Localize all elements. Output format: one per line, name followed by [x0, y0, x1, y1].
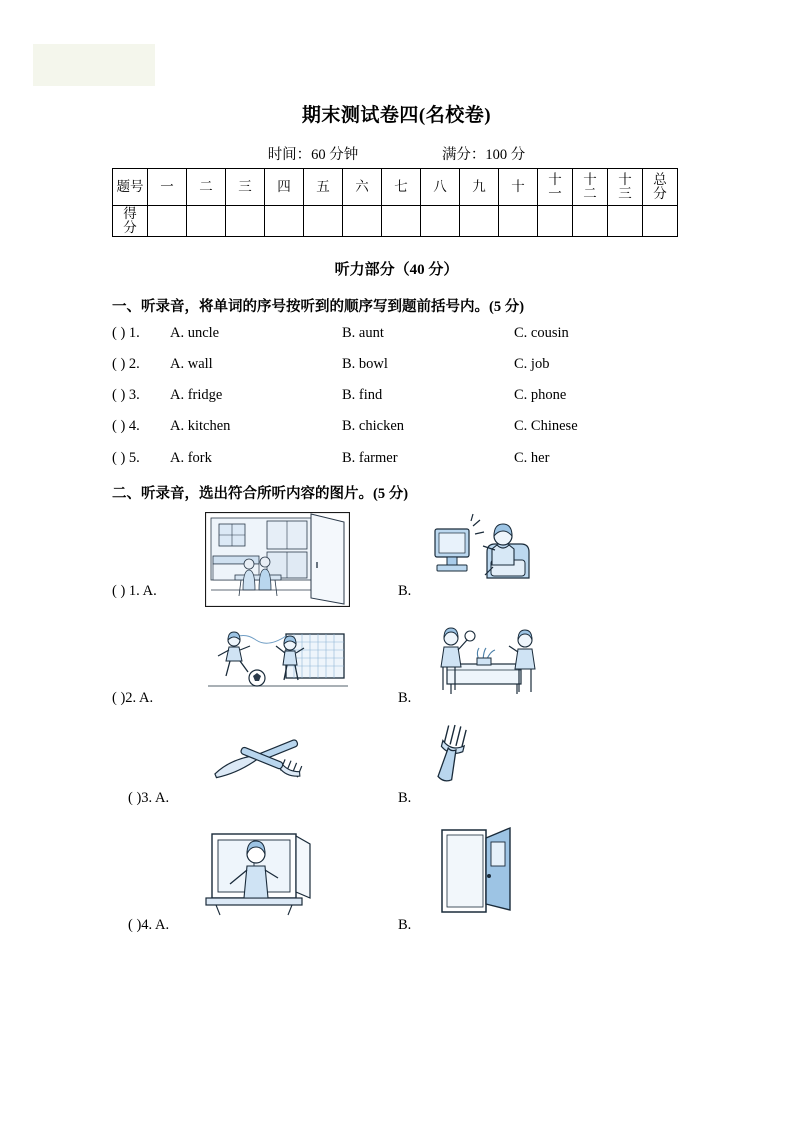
q1-item-5-blank[interactable]: ( ) 5.	[112, 450, 140, 466]
col-4: 四	[265, 169, 304, 206]
q1-item-4-option-b[interactable]: B. chicken	[342, 418, 405, 434]
q1-item-3	[112, 387, 712, 404]
q1-item-3-option-c[interactable]: C. phone	[514, 387, 567, 403]
row-label-question-number: 题号	[113, 169, 148, 206]
score-cell-total[interactable]	[643, 206, 678, 237]
score-cell-12[interactable]	[573, 206, 608, 237]
col-total: 总 分	[643, 169, 678, 206]
corner-watermark	[33, 44, 155, 86]
q2-item-4-b-label[interactable]: B.	[398, 917, 412, 933]
col-8: 八	[421, 169, 460, 206]
exam-meta	[0, 143, 793, 164]
q1-item-1-option-b[interactable]: B. aunt	[342, 325, 384, 341]
table-row-header	[113, 169, 678, 206]
col-13: 十 三	[608, 169, 643, 206]
score-cell-13[interactable]	[608, 206, 643, 237]
q2-item-3-image-b	[425, 722, 485, 794]
q2-item-3-label[interactable]: ( )3. A.	[128, 790, 170, 806]
q1-item-5	[112, 450, 712, 467]
col-10: 十	[499, 169, 538, 206]
q2-item-1-image-a	[205, 512, 350, 607]
q2-item-1-image-b	[425, 512, 540, 597]
q1-item-2-option-a[interactable]: A. wall	[170, 356, 213, 372]
q1-item-1-blank[interactable]: ( ) 1.	[112, 325, 140, 341]
time-label: 时间：60 分钟	[267, 147, 359, 163]
question-two-heading: 二、听录音，选出符合所听内容的图片。(5 分)	[112, 486, 409, 502]
score-cell-3[interactable]	[226, 206, 265, 237]
q2-item-1-b-label[interactable]: B.	[398, 583, 412, 599]
col-9: 九	[460, 169, 499, 206]
q2-item-4-image-a	[198, 828, 318, 920]
score-cell-7[interactable]	[382, 206, 421, 237]
q1-item-4-option-a[interactable]: A. kitchen	[170, 418, 231, 434]
q1-item-5-option-b[interactable]: B. farmer	[342, 450, 398, 466]
col-3: 三	[226, 169, 265, 206]
q1-item-5-option-c[interactable]: C. her	[514, 450, 550, 466]
table-row-scores	[113, 206, 678, 237]
q2-item-3-image-a	[205, 726, 315, 794]
q2-item-2-image-a	[198, 622, 353, 694]
q1-item-1-option-a[interactable]: A. uncle	[170, 325, 220, 341]
score-cell-9[interactable]	[460, 206, 499, 237]
q2-item-2-label[interactable]: ( )2. A.	[112, 690, 154, 706]
col-12: 十 二	[573, 169, 608, 206]
q1-item-1	[112, 325, 712, 342]
score-cell-2[interactable]	[187, 206, 226, 237]
score-cell-6[interactable]	[343, 206, 382, 237]
row-label-score: 得 分	[113, 206, 148, 237]
score-cell-10[interactable]	[499, 206, 538, 237]
col-5: 五	[304, 169, 343, 206]
score-cell-11[interactable]	[538, 206, 573, 237]
col-6: 六	[343, 169, 382, 206]
q1-item-4-blank[interactable]: ( ) 4.	[112, 418, 140, 434]
question-one-heading: 一、听录音，将单词的序号按听到的顺序写到题前括号内。(5 分)	[112, 299, 525, 315]
col-7: 七	[382, 169, 421, 206]
q1-item-2-blank[interactable]: ( ) 2.	[112, 356, 140, 372]
listening-section-heading: 听力部分（40 分）	[334, 262, 459, 278]
q1-item-4	[112, 418, 712, 435]
q1-item-2	[112, 356, 712, 373]
score-cell-4[interactable]	[265, 206, 304, 237]
score-cell-1[interactable]	[148, 206, 187, 237]
q1-item-2-option-c[interactable]: C. job	[514, 356, 550, 372]
q2-item-4-image-b	[438, 826, 516, 918]
q1-item-2-option-b[interactable]: B. bowl	[342, 356, 388, 372]
q1-item-3-blank[interactable]: ( ) 3.	[112, 387, 140, 403]
q2-item-4-label[interactable]: ( )4. A.	[128, 917, 170, 933]
col-1: 一	[148, 169, 187, 206]
page-title: 期末测试卷四(名校卷)	[301, 105, 492, 126]
q2-item-1-label[interactable]: ( ) 1. A.	[112, 583, 157, 599]
q1-item-3-option-b[interactable]: B. find	[342, 387, 383, 403]
q2-item-2-b-label[interactable]: B.	[398, 690, 412, 706]
q1-item-3-option-a[interactable]: A. fridge	[170, 387, 223, 403]
col-11: 十 一	[538, 169, 573, 206]
q1-item-4-option-c[interactable]: C. Chinese	[514, 418, 578, 434]
q1-item-1-option-c[interactable]: C. cousin	[514, 325, 569, 341]
score-cell-8[interactable]	[421, 206, 460, 237]
q2-item-2-image-b	[425, 620, 550, 700]
q2-item-3-b-label[interactable]: B.	[398, 790, 412, 806]
score-cell-5[interactable]	[304, 206, 343, 237]
q1-item-5-option-a[interactable]: A. fork	[170, 450, 212, 466]
col-2: 二	[187, 169, 226, 206]
score-label: 满分：100 分	[441, 147, 526, 163]
score-table	[112, 168, 678, 237]
